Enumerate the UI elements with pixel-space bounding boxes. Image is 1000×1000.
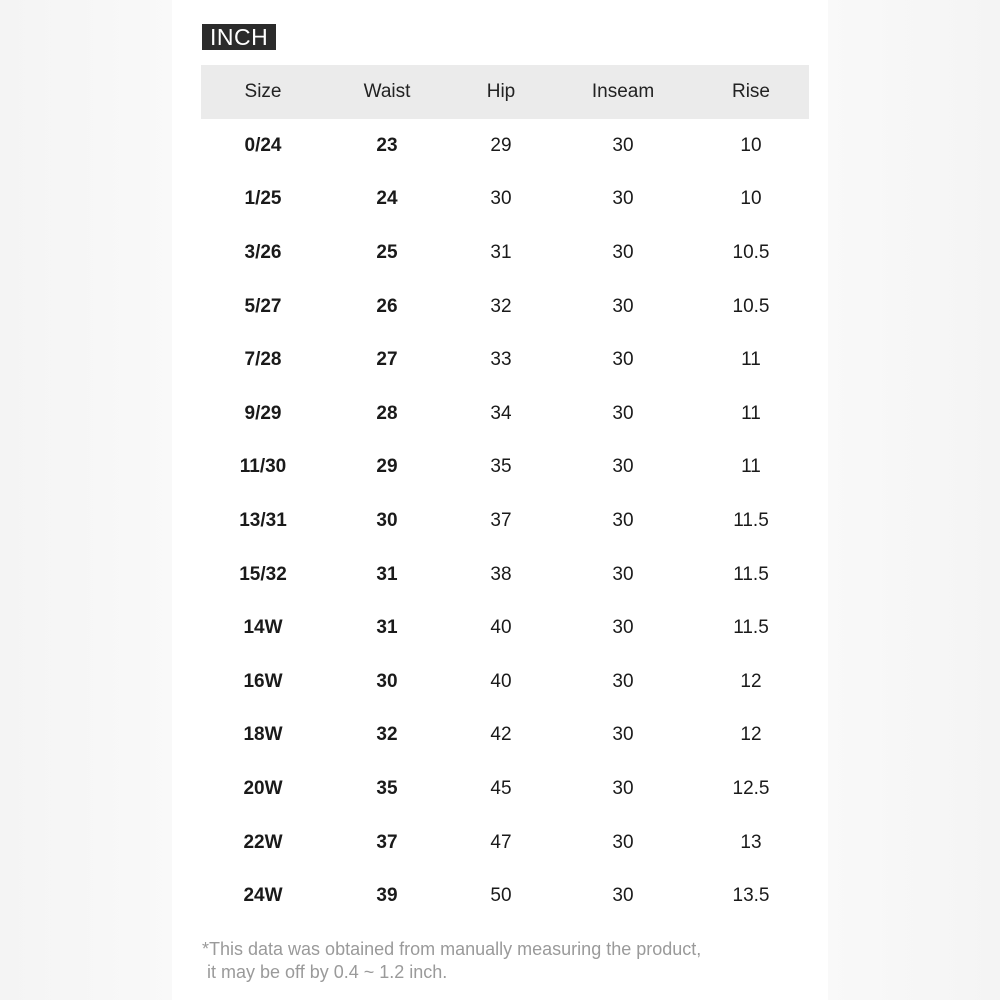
note-line-2: it may be off by 0.4 ~ 1.2 inch. [202, 962, 448, 982]
cell-waist: 30 [376, 670, 398, 692]
cell-waist: 35 [376, 777, 398, 799]
cell-waist: 31 [376, 617, 398, 639]
cell-waist: 28 [376, 402, 398, 424]
table-row [201, 601, 809, 655]
header-rise: Rise [731, 81, 770, 102]
cell-size: 13/31 [239, 509, 287, 531]
table-body [201, 119, 809, 923]
table-row [201, 119, 809, 173]
table-row [201, 816, 809, 870]
cell-inseam: 30 [612, 831, 634, 853]
cell-inseam: 30 [612, 402, 634, 424]
cell-size: 20W [243, 777, 283, 799]
cell-waist: 32 [376, 724, 398, 746]
cell-rise: 11.5 [733, 563, 769, 585]
cell-waist: 27 [376, 349, 398, 371]
cell-size: 15/32 [239, 563, 287, 585]
header-size: Size [244, 81, 282, 102]
table-row [201, 709, 809, 763]
cell-size: 5/27 [244, 295, 282, 317]
cell-size: 14W [243, 617, 283, 639]
cell-inseam: 30 [612, 509, 634, 531]
header-hip: Hip [486, 81, 516, 102]
cell-inseam: 30 [612, 241, 634, 263]
cell-waist: 29 [376, 456, 398, 478]
cell-rise: 12 [740, 724, 762, 746]
cell-rise: 10 [740, 188, 762, 210]
cell-hip: 47 [490, 831, 512, 853]
cell-inseam: 30 [612, 617, 634, 639]
table-row [201, 494, 809, 548]
cell-inseam: 30 [612, 349, 634, 371]
cell-hip: 37 [490, 509, 512, 531]
cell-inseam: 30 [612, 777, 634, 799]
cell-inseam: 30 [612, 295, 634, 317]
cell-waist: 24 [376, 188, 398, 210]
cell-hip: 40 [490, 617, 512, 639]
cell-hip: 35 [490, 456, 512, 478]
table-row [201, 173, 809, 227]
cell-waist: 25 [376, 241, 398, 263]
cell-inseam: 30 [612, 134, 634, 156]
note-line-1: *This data was obtained from manually measuring the product, [202, 939, 702, 959]
cell-rise: 12.5 [732, 777, 770, 799]
cell-rise: 10.5 [732, 241, 770, 263]
table-row [201, 441, 809, 495]
table-header [201, 65, 809, 119]
cell-rise: 13.5 [732, 885, 770, 907]
table-row [201, 655, 809, 709]
cell-rise: 10.5 [732, 295, 770, 317]
cell-hip: 42 [490, 724, 512, 746]
table-row [201, 762, 809, 816]
cell-rise: 12 [740, 670, 762, 692]
cell-inseam: 30 [612, 456, 634, 478]
cell-waist: 39 [376, 885, 398, 907]
header-inseam: Inseam [591, 81, 655, 102]
cell-rise: 10 [740, 134, 762, 156]
cell-size: 9/29 [244, 402, 282, 424]
cell-inseam: 30 [612, 885, 634, 907]
cell-size: 18W [243, 724, 283, 746]
cell-waist: 26 [376, 295, 398, 317]
cell-inseam: 30 [612, 724, 634, 746]
cell-inseam: 30 [612, 563, 634, 585]
cell-size: 7/28 [244, 349, 282, 371]
cell-waist: 37 [376, 831, 398, 853]
cell-hip: 38 [490, 563, 512, 585]
cell-rise: 11 [741, 456, 761, 478]
cell-hip: 31 [490, 241, 512, 263]
cell-size: 3/26 [244, 241, 282, 263]
cell-size: 16W [243, 670, 283, 692]
cell-waist: 23 [376, 134, 398, 156]
header-waist: Waist [363, 81, 411, 102]
background-left [0, 0, 172, 1000]
cell-size: 24W [243, 885, 283, 907]
table-row [201, 280, 809, 334]
cell-hip: 50 [490, 885, 512, 907]
cell-hip: 32 [490, 295, 512, 317]
cell-hip: 30 [490, 188, 512, 210]
table-row [201, 869, 809, 923]
unit-badge: INCH [202, 24, 276, 50]
cell-waist: 31 [376, 563, 398, 585]
cell-size: 11/30 [239, 456, 287, 478]
cell-hip: 33 [490, 349, 512, 371]
cell-hip: 34 [490, 402, 512, 424]
cell-hip: 29 [490, 134, 512, 156]
background-right [828, 0, 1000, 1000]
cell-inseam: 30 [612, 670, 634, 692]
cell-rise: 11.5 [733, 509, 769, 531]
cell-rise: 13 [740, 831, 762, 853]
cell-inseam: 30 [612, 188, 634, 210]
size-chart-card [172, 0, 828, 1000]
cell-size: 22W [243, 831, 283, 853]
cell-hip: 40 [490, 670, 512, 692]
cell-rise: 11 [741, 349, 761, 371]
table-row [201, 387, 809, 441]
measurement-note [202, 938, 701, 984]
table-row [201, 548, 809, 602]
cell-waist: 30 [376, 509, 398, 531]
table-row [201, 333, 809, 387]
cell-size: 0/24 [244, 134, 282, 156]
cell-rise: 11.5 [733, 617, 769, 639]
cell-hip: 45 [490, 777, 512, 799]
table-row [201, 226, 809, 280]
size-table [201, 65, 809, 923]
cell-size: 1/25 [244, 188, 282, 210]
cell-rise: 11 [741, 402, 761, 424]
